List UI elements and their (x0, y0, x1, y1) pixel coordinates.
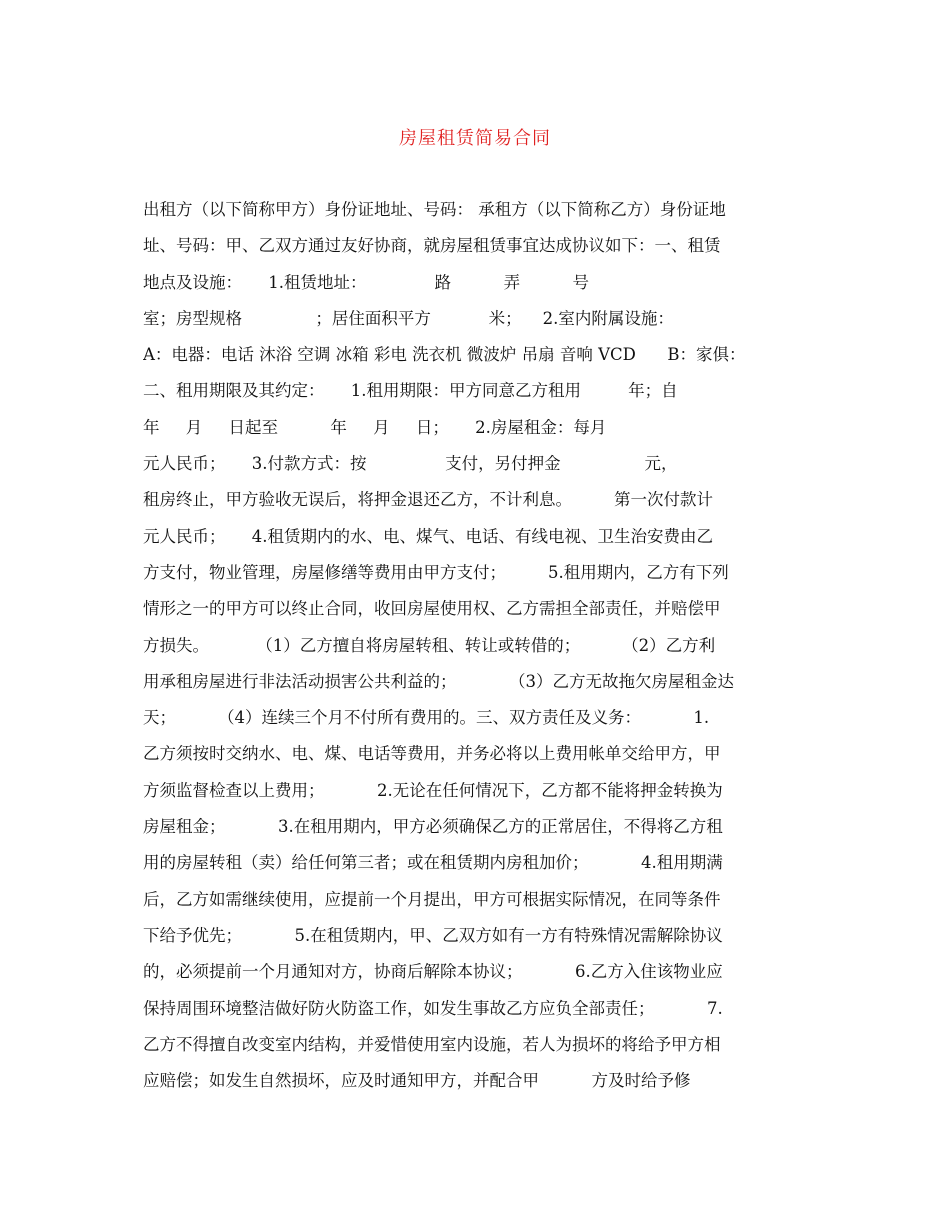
body-line: 方须监督检查以上费用； 2.无论在任何情况下，乙方都不能将押金转换为 (143, 780, 723, 800)
document-title: 房屋租赁简易合同 (399, 128, 551, 149)
body-line: 后，乙方如需继续使用，应提前一个月提出，甲方可根据实际情况，在同等条件 (143, 889, 721, 909)
body-line: 的，必须提前一个月通知对方，协商后解除本协议； 6.乙方入住该物业应 (143, 962, 723, 982)
body-line: 方损失。 （1）乙方擅自将房屋转租、转让或转借的； （2）乙方利 (143, 635, 716, 655)
contract-body (143, 192, 813, 1099)
body-line: 元人民币； 4.租赁期内的水、电、煤气、电话、有线电视、卫生治安费由乙 (143, 526, 713, 546)
body-line: 房屋租金； 3.在租用期内，甲方必须确保乙方的正常居住，不得将乙方租 (143, 817, 723, 837)
body-line: 元人民币； 3.付款方式：按 支付，另付押金 元， (143, 454, 678, 474)
body-line: 用承租房屋进行非法活动损害公共利益的； （3）乙方无故拖欠房屋租金达 (143, 671, 734, 691)
body-line: 天； （4）连续三个月不付所有费用的。三、双方责任及义务： 1. (143, 708, 710, 728)
body-line: 用的房屋转租（卖）给任何第三者；或在租赁期内房租加价； 4.租用期满 (143, 853, 723, 873)
body-line: 二、租用期限及其约定： 1.租用期限：甲方同意乙方租用 年；自 (143, 381, 678, 401)
body-line: 址、号码：甲、乙双方通过友好协商，就房屋租赁事宜达成协议如下：一、租赁 (143, 236, 721, 256)
body-line: 乙方须按时交纳水、电、煤、电话等费用，并务必将以上费用帐单交给甲方，甲 (143, 744, 721, 764)
body-line: 出租方（以下简称甲方）身份证地址、号码： 承租方（以下简称乙方）身份证地 (143, 200, 726, 219)
body-line: 保持周围环境整洁做好防火防盗工作，如发生事故乙方应负全部责任； 7. (143, 998, 723, 1018)
body-line: 室；房型规格 ；居住面积平方 米； 2.室内附属设施： (143, 308, 674, 328)
body-line: 下给予优先； 5.在租赁期内，甲、乙双方如有一方有特殊情况需解除协议 (143, 925, 723, 945)
body-line: 情形之一的甲方可以终止合同，收回房屋使用权、乙方需担全部责任，并赔偿甲 (143, 599, 721, 619)
body-line: 乙方不得擅自改变室内结构，并爱惜使用室内设施，若人为损坏的将给予甲方相 (143, 1034, 721, 1054)
body-line: A：电器：电话 沐浴 空调 冰箱 彩电 洗衣机 微波炉 吊扇 音响 VCD B：家俱： (143, 345, 746, 365)
body-line: 应赔偿；如发生自然损坏，应及时通知甲方，并配合甲 方及时给予修 (143, 1071, 691, 1091)
body-line: 方支付，物业管理，房屋修缮等费用由甲方支付； 5.租用期内，乙方有下列 (143, 562, 729, 582)
body-line: 地点及设施： 1.租赁地址： 路 弄 号 (143, 272, 590, 292)
body-line: 租房终止，甲方验收无误后，将押金退还乙方，不计利息。 第一次付款计 (143, 490, 713, 510)
body-line: 年 月 日起至 年 月 日； 2.房屋租金：每月 (143, 417, 607, 437)
